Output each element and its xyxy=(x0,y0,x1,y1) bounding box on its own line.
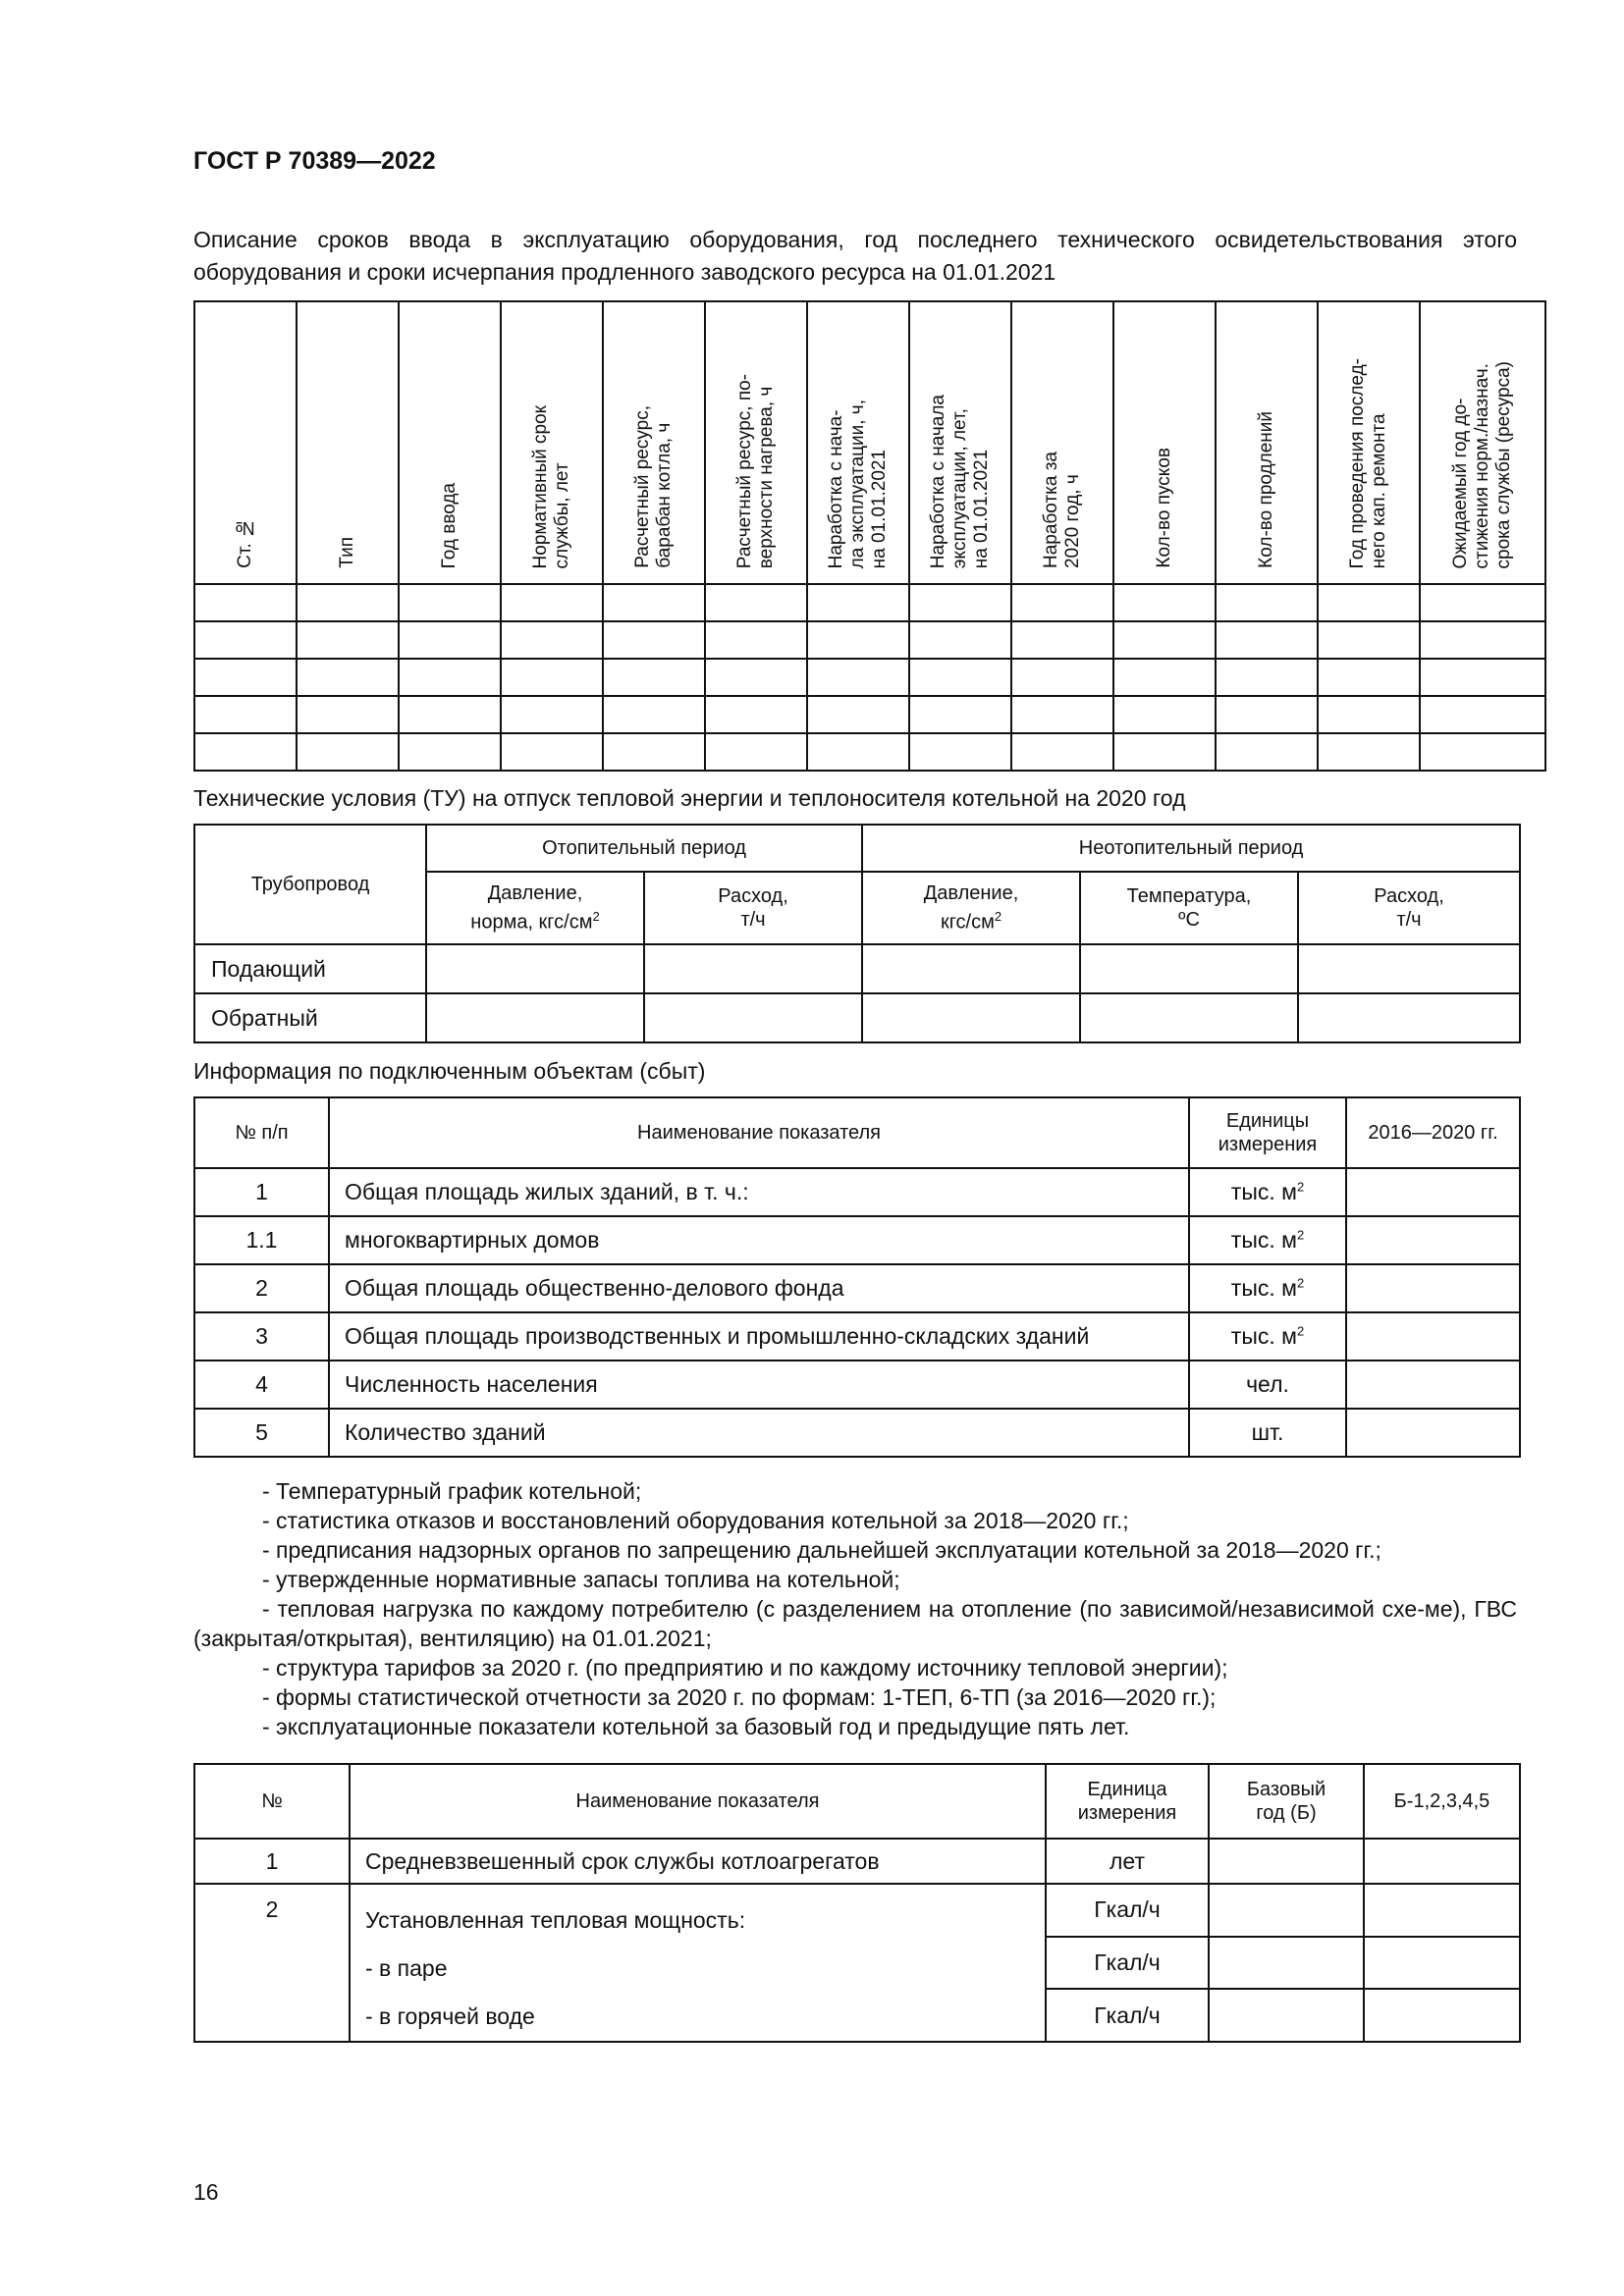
equipment-col-header xyxy=(705,301,807,584)
perf-row-name xyxy=(350,1884,1046,2042)
requirements-list xyxy=(193,1476,1517,1741)
objects-row-num: 1 xyxy=(194,1168,329,1216)
table-row xyxy=(194,733,1545,771)
perf-unit-header: Единица измерения xyxy=(1046,1764,1209,1839)
objects-row-num: 4 xyxy=(194,1361,329,1409)
perf-row-unit: Гкал/ч xyxy=(1046,1884,1209,1937)
table-row xyxy=(194,1312,1520,1361)
equipment-col-header xyxy=(1216,301,1318,584)
objects-row-unit: чел. xyxy=(1189,1361,1346,1409)
objects-caption: Информация по подключенным объектам (сбыт) xyxy=(193,1058,706,1084)
nonheating-pressure-header: Давление, кгс/$см^2$ xyxy=(862,872,1080,944)
equipment-col-header xyxy=(807,301,909,584)
equipment-col-header xyxy=(501,301,603,584)
objects-row-num: 2 xyxy=(194,1264,329,1312)
equipment-col-header xyxy=(1420,301,1545,584)
table-row xyxy=(194,1216,1520,1264)
perf-row-unit: Гкал/ч xyxy=(1046,1989,1209,2042)
objects-row-num: 1.1 xyxy=(194,1216,329,1264)
equipment-col-header-text: Ст. № xyxy=(235,517,255,568)
objects-row-unit: тыс. $м^2$ xyxy=(1189,1312,1346,1361)
equipment-col-header-text: Тип xyxy=(337,537,357,568)
list-item: - эксплуатационные показатели котельной за базовый год и предыдущие пять лет. xyxy=(262,1714,1130,1739)
objects-row-name: Количество зданий xyxy=(329,1409,1189,1457)
nonheating-period-header: Неотопительный период xyxy=(862,825,1520,872)
nonheating-flow-header: Расход, т/ч xyxy=(1298,872,1520,944)
perf-row-num: 2 xyxy=(194,1884,350,2042)
list-item: - статистика отказов и восстановлений оборудования котельной за 2018—2020 гг.; xyxy=(262,1508,1129,1533)
list-item: - утвержденные нормативные запасы топлива на котельной; xyxy=(262,1567,900,1592)
equipment-col-header-text: Год проведения послед- него кап. ремонта xyxy=(1347,357,1389,568)
perf-row-unit: лет xyxy=(1046,1839,1209,1884)
equipment-col-header xyxy=(909,301,1011,584)
heating-flow-header: Расход, т/ч xyxy=(644,872,862,944)
equipment-col-header xyxy=(1011,301,1113,584)
table-row xyxy=(194,1168,1520,1216)
table-row xyxy=(194,696,1545,733)
objects-row-num: 3 xyxy=(194,1312,329,1361)
objects-row-num: 5 xyxy=(194,1409,329,1457)
performance-table xyxy=(193,1763,1521,2043)
perf-row-name-steam: - в паре xyxy=(365,1955,448,1981)
objects-row-unit: тыс. $м^2$ xyxy=(1189,1216,1346,1264)
page-number: 16 xyxy=(193,2179,219,2205)
equipment-col-header xyxy=(603,301,705,584)
perf-row-name-hotwater: - в горячей воде xyxy=(365,2003,535,2029)
list-item: - структура тарифов за 2020 г. (по предприятию и по каждому источнику тепловой энергии); xyxy=(262,1655,1228,1681)
nonheating-temperature-header: Температура, ºС xyxy=(1080,872,1298,944)
table-row xyxy=(194,584,1545,621)
equipment-col-header-text: Нормативный срок службы, лет xyxy=(530,404,572,568)
return-row-label: Обратный xyxy=(194,993,426,1042)
equipment-col-header-text: Ожидаемый год до- стижения норм./назнач. срока службы (ресурса) xyxy=(1450,360,1514,568)
supply-row-label: Подающий xyxy=(194,944,426,993)
tu-table xyxy=(193,824,1521,1043)
equipment-col-header-text: Наработка за 2020 год, ч xyxy=(1041,451,1083,568)
perf-years-header: Б-1,2,3,4,5 xyxy=(1364,1764,1520,1839)
equipment-col-header-text: Расчетный ресурс, по- верхности нагрева, ч xyxy=(734,373,777,568)
perf-row-num: 1 xyxy=(194,1839,350,1884)
list-item: - формы статистической отчетности за 2020 г. по формам: 1-ТЕП, 6-ТП (за 2016—2020 гг.); xyxy=(262,1684,1217,1710)
objects-row-unit: тыс. $м^2$ xyxy=(1189,1168,1346,1216)
objects-num-header: № п/п xyxy=(194,1097,329,1168)
intro-paragraph: Описание сроков ввода в эксплуатацию оборудования, год последнего технического освидетельствования этого оборудования и сроки исчерпания продленного заводского ресурса на 01.01.2021 xyxy=(193,227,1517,285)
objects-row-name: Общая площадь жилых зданий, в т. ч.: xyxy=(329,1168,1189,1216)
perf-num-header: № xyxy=(194,1764,350,1839)
equipment-col-header-text: Наработка с нача- ла эксплуатации, ч, на 01.01.2021 xyxy=(826,399,890,568)
perf-base-header: Базовый год (Б) xyxy=(1209,1764,1364,1839)
document-title: ГОСТ Р 70389—2022 xyxy=(193,147,436,175)
heating-pressure-header: Давление, норма, кгс/$см^2$ xyxy=(426,872,644,944)
objects-row-name: Общая площадь производственных и промышленно-складских зданий xyxy=(329,1312,1189,1361)
list-item: - предписания надзорных органов по запрещению дальнейшей эксплуатации котельной за 2018—2020 гг.; xyxy=(262,1537,1381,1563)
objects-row-unit: тыс. $м^2$ xyxy=(1189,1264,1346,1312)
objects-row-unit: шт. xyxy=(1189,1409,1346,1457)
equipment-col-header xyxy=(399,301,501,584)
objects-row-name: Общая площадь общественно-делового фонда xyxy=(329,1264,1189,1312)
equipment-col-header xyxy=(1318,301,1420,584)
pipeline-header: Трубопровод xyxy=(194,825,426,944)
equipment-col-header xyxy=(297,301,399,584)
perf-row-name: Средневзвешенный срок службы котлоагрегатов xyxy=(350,1839,1046,1884)
equipment-col-header-text: Кол-во пусков xyxy=(1154,448,1174,568)
equipment-col-header-text: Расчетный ресурс, барабан котла, ч xyxy=(632,405,675,568)
objects-name-header: Наименование показателя xyxy=(329,1097,1189,1168)
equipment-col-header xyxy=(1113,301,1216,584)
perf-row-unit: Гкал/ч xyxy=(1046,1937,1209,1990)
equipment-col-header-text: Наработка с начала эксплуатации, лет, на 01.01.2021 xyxy=(928,394,992,568)
objects-table xyxy=(193,1096,1521,1458)
objects-period-header: 2016—2020 гг. xyxy=(1346,1097,1520,1168)
tu-caption: Технические условия (ТУ) на отпуск тепловой энергии и теплоносителя котельной на 2020 год xyxy=(193,785,1186,811)
heating-period-header: Отопительный период xyxy=(426,825,862,872)
equipment-col-header-text: Кол-во продлений xyxy=(1256,411,1276,568)
list-item: - Температурный график котельной; xyxy=(262,1478,642,1504)
objects-unit-header: Единицы измерения xyxy=(1189,1097,1346,1168)
table-row xyxy=(194,1409,1520,1457)
table-row xyxy=(194,1361,1520,1409)
list-item: - тепловая нагрузка по каждому потребителю (с разделением на отопление (по зависимой/независимой схе-ме), ГВС (закрытая/открытая), вентиляцию) на 01.01.2021; xyxy=(193,1596,1517,1651)
table-row xyxy=(194,621,1545,659)
table-row xyxy=(194,1264,1520,1312)
table-row xyxy=(194,659,1545,696)
perf-name-header: Наименование показателя xyxy=(350,1764,1046,1839)
equipment-col-header-text: Год ввода xyxy=(439,482,460,568)
objects-row-name: многоквартирных домов xyxy=(329,1216,1189,1264)
equipment-table xyxy=(193,300,1546,772)
equipment-col-header xyxy=(194,301,297,584)
objects-row-name: Численность населения xyxy=(329,1361,1189,1409)
perf-row-name-main: Установленная тепловая мощность: xyxy=(365,1907,746,1933)
